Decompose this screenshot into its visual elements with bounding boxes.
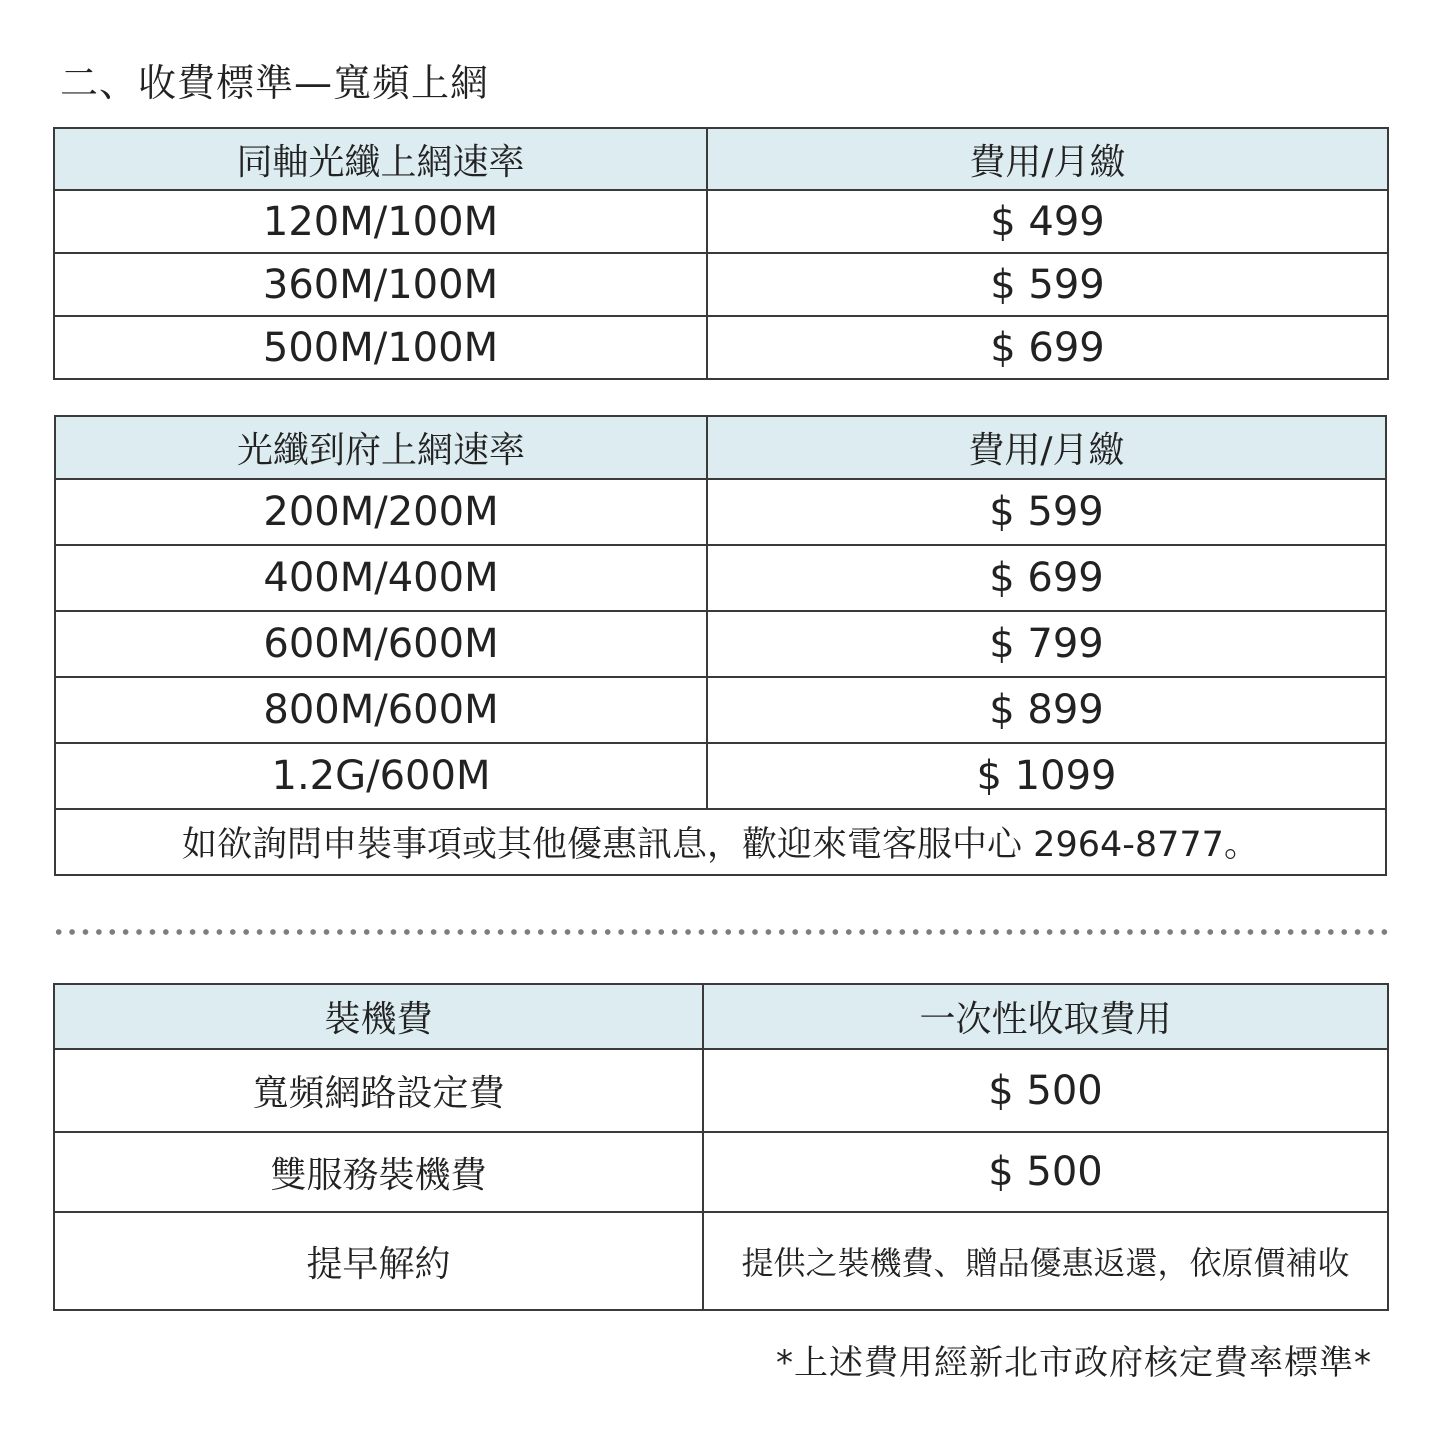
table-row — [55, 611, 1386, 677]
table-row — [55, 545, 1386, 611]
speed-cell: 600M/600M — [55, 611, 707, 677]
table-row — [54, 316, 1388, 379]
installation-fee-table — [53, 983, 1389, 1311]
header-price: 費用/月繳 — [707, 128, 1388, 190]
header-item: 裝機費 — [54, 984, 703, 1049]
speed-cell: 400M/400M — [55, 545, 707, 611]
table-row — [55, 743, 1386, 809]
header-fee: 一次性收取費用 — [703, 984, 1388, 1049]
price-cell: $ 699 — [707, 316, 1388, 379]
table-row — [54, 190, 1388, 253]
speed-cell: 800M/600M — [55, 677, 707, 743]
dotted-divider — [52, 926, 1392, 938]
speed-cell: 1.2G/600M — [55, 743, 707, 809]
table-header-row — [54, 984, 1388, 1049]
table-row — [54, 1212, 1388, 1310]
item-cell: 提早解約 — [54, 1212, 703, 1310]
fiber-to-home-speed-table — [54, 415, 1387, 876]
table-header-row — [55, 416, 1386, 479]
speed-cell: 120M/100M — [54, 190, 707, 253]
table-row — [55, 479, 1386, 545]
header-price: 費用/月繳 — [707, 416, 1386, 479]
footer-note: *上述費用經新北市政府核定費率標準* — [776, 1343, 1372, 1383]
item-cell: 雙服務裝機費 — [54, 1132, 703, 1212]
fee-cell: 提供之裝機費、贈品優惠返還，依原價補收 — [703, 1212, 1388, 1310]
table-row — [54, 253, 1388, 316]
price-cell: $ 799 — [707, 611, 1386, 677]
fee-cell: $ 500 — [703, 1132, 1388, 1212]
price-cell: $ 1099 — [707, 743, 1386, 809]
price-cell: $ 699 — [707, 545, 1386, 611]
price-cell: $ 899 — [707, 677, 1386, 743]
header-speed: 同軸光纖上網速率 — [54, 128, 707, 190]
speed-cell: 500M/100M — [54, 316, 707, 379]
section-heading: 二、收費標準—寬頻上網 — [60, 61, 490, 105]
speed-cell: 360M/100M — [54, 253, 707, 316]
speed-cell: 200M/200M — [55, 479, 707, 545]
item-cell: 寬頻網路設定費 — [54, 1049, 703, 1132]
price-cell: $ 499 — [707, 190, 1388, 253]
table-header-row — [54, 128, 1388, 190]
coax-fiber-speed-table — [53, 127, 1389, 380]
table-row — [55, 677, 1386, 743]
table-row — [54, 1132, 1388, 1212]
contact-note: 如欲詢問申裝事項或其他優惠訊息，歡迎來電客服中心 2964-8777。 — [55, 809, 1386, 875]
fee-cell: $ 500 — [703, 1049, 1388, 1132]
header-speed: 光纖到府上網速率 — [55, 416, 707, 479]
price-cell: $ 599 — [707, 253, 1388, 316]
price-cell: $ 599 — [707, 479, 1386, 545]
contact-note-row — [55, 809, 1386, 875]
table-row — [54, 1049, 1388, 1132]
